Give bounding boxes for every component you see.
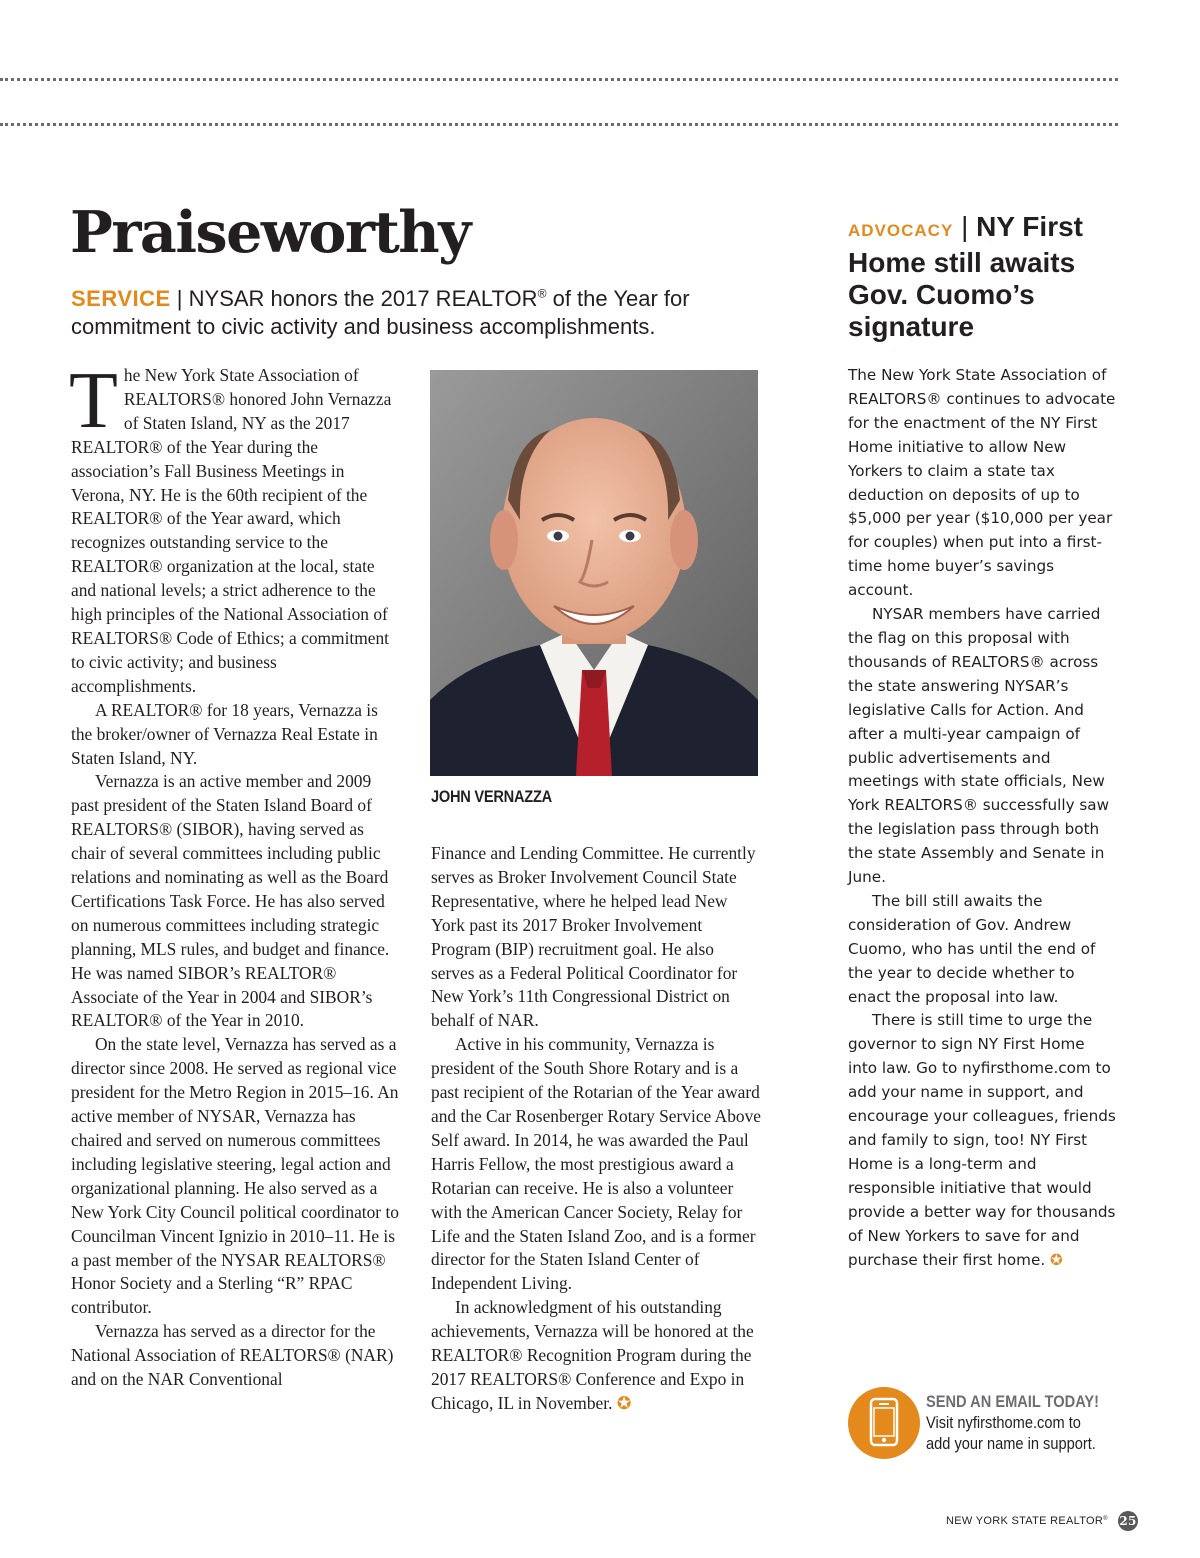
- sidebar-separator: |: [953, 211, 977, 242]
- article-paragraph: Vernazza has served as a director for the National Association of REALTORS® (NAR) and on the NAR Conventional: [71, 1321, 394, 1390]
- publication-name: [946, 1515, 1108, 1527]
- publication-name-text: NEW YORK STATE REALTOR: [946, 1515, 1104, 1527]
- sidebar-body: [848, 364, 1118, 1272]
- article-paragraph: On the state level, Vernazza has served as a director since 2008. He served as regional vice president for the Metro Region in 2015–16. An active member of NYSAR, Vernazza has chaired and served on numerous committees including legislative steering, legal action and organizational planning. He also served as a New York City Council political coordinator to Councilman Vincent Ignizio in 2010–11. He is a past member of the NYSAR REALTORS® Honor Society and a Sterling “R” RPAC contributor.: [71, 1034, 399, 1318]
- article-column-2: [431, 842, 761, 1416]
- dotted-rule-top: [0, 78, 1118, 81]
- article-deck: [71, 285, 761, 341]
- sidebar-paragraph: The bill still awaits the consideration of Gov. Andrew Cuomo, who has until the end of the year to decide whether to enact the proposal into law.: [848, 891, 1096, 1006]
- email-callout: [848, 1387, 1128, 1477]
- end-mark-icon: ✪: [616, 1392, 632, 1413]
- sidebar-paragraph: [848, 1009, 1118, 1272]
- article-title: Praiseworthy: [70, 199, 470, 266]
- deck-kicker: SERVICE: [71, 286, 171, 311]
- deck-text-end: of the Year for commitment to civic activity and business accomplishments.: [71, 286, 690, 339]
- email-callout-heading: SEND AN EMAIL TODAY!: [926, 1392, 1100, 1411]
- article-paragraph: Active in his community, Vernazza is president of the South Shore Rotary and is a past recipient of the Rotarian of the Year award and the Car Rosenberger Rotary Service Above Self award. In 2014, he was awarded the Paul Harris Fellow, the most prestigious award a Rotarian can receive. He is also a volunteer with the American Cancer Society, Relay for Life and the Staten Island Zoo, and is a former director for the Staten Island Center of Independent Living.: [431, 1034, 762, 1294]
- article-paragraph: Vernazza is an active member and 2009 past president of the Staten Island Board of REALTORS® (SIBOR), having served as chair of several committees including public relations and nominating as well as the Board Certifications Task Force. He has also served on numerous committees including strategic planning, MLS rules, and budget and finance. He was named SIBOR’s REALTOR® Associate of the Year in 2004 and SIBOR’s REALTOR® of the Year in 2010.: [71, 771, 390, 1031]
- portrait-illustration: [430, 370, 758, 776]
- registered-mark: ®: [1103, 1515, 1108, 1522]
- article-paragraph: [431, 1296, 761, 1416]
- portrait-photo: [430, 370, 758, 776]
- article-paragraph: A REALTOR® for 18 years, Vernazza is the broker/owner of Vernazza Real Estate in Staten Island, NY.: [71, 699, 378, 768]
- sidebar-paragraph: NYSAR members have carried the flag on this proposal with thousands of REALTORS® across the state answering NYSAR’s legislative Calls for Action. And after a multi-year campaign of public advertisements and meetings with state officials, New York REALTORS® successfully saw the legislation pass through both the state Assembly and Senate in June.: [848, 605, 1110, 887]
- sidebar-kicker: ADVOCACY: [848, 221, 954, 240]
- article-paragraph: [69, 357, 401, 699]
- email-callout-text: [926, 1391, 1099, 1454]
- dotted-rule-bottom: [0, 123, 1118, 126]
- end-mark-icon: ✪: [1049, 1250, 1063, 1269]
- article-paragraph-text: In acknowledgment of his outstanding achievements, Vernazza will be honored at the REALTOR® Recognition Program during the 2017 REALTORS® Conference and Expo in Chicago, IL in November.: [431, 1297, 754, 1413]
- smartphone-icon-graphic: [848, 1387, 920, 1459]
- article-paragraph: Finance and Lending Committee. He currently serves as Broker Involvement Council State Representative, where he helped lead New York past its 2017 Broker Involvement Program (BIP) recruitment goal. He also serves as a Federal Political Coordinator for New York’s 11th Congressional District on behalf of NAR.: [431, 843, 756, 1031]
- page-number: 25: [1118, 1511, 1138, 1531]
- sidebar-headline: [848, 211, 1138, 343]
- smartphone-icon: [848, 1387, 920, 1459]
- drop-cap: T: [69, 357, 118, 445]
- sidebar-paragraph: The New York State Association of REALTORS® continues to advocate for the enactment of the NY First Home initiative to allow New Yorkers to claim a state tax deduction on deposits of up to $5,000 per year ($10,000 per year for couples) when put into a first-time home buyer’s savings account.: [848, 366, 1116, 600]
- sidebar-headline-text: NY First Home still awaits Gov. Cuomo’s signature: [848, 211, 1083, 342]
- email-callout-line: Visit nyfirsthome.com to: [926, 1413, 1081, 1432]
- sidebar-paragraph-text: There is still time to urge the governor to sign NY First Home into law. Go to nyfirsthome.com to add your name in support, and encourage your colleagues, friends and family to sign, too! NY First Home is a long-term and responsible initiative that would provide a better way for thousands of New Yorkers to save for and purchase their first home.: [848, 1011, 1116, 1269]
- photo-caption: JOHN VERNAZZA: [431, 787, 552, 806]
- email-callout-line: add your name in support.: [926, 1434, 1096, 1453]
- deck-text-start: NYSAR honors the 2017 REALTOR: [188, 286, 538, 311]
- registered-mark: ®: [537, 286, 547, 301]
- article-paragraph-text: he New York State Association of REALTORS® honored John Vernazza of Staten Island, NY as the 2017 REALTOR® of the Year during the association’s Fall Business Meetings in Verona, NY. He is the 60th recipient of the REALTOR® of the Year award, which recognizes outstanding service to the REALTOR® organization at the local, state and national levels; a strict adherence to the high principles of the National Association of REALTORS® Code of Ethics; a commitment to civic activity; and business accomplishments.: [71, 365, 392, 696]
- article-column-1: [69, 357, 401, 1392]
- deck-separator: |: [170, 286, 189, 311]
